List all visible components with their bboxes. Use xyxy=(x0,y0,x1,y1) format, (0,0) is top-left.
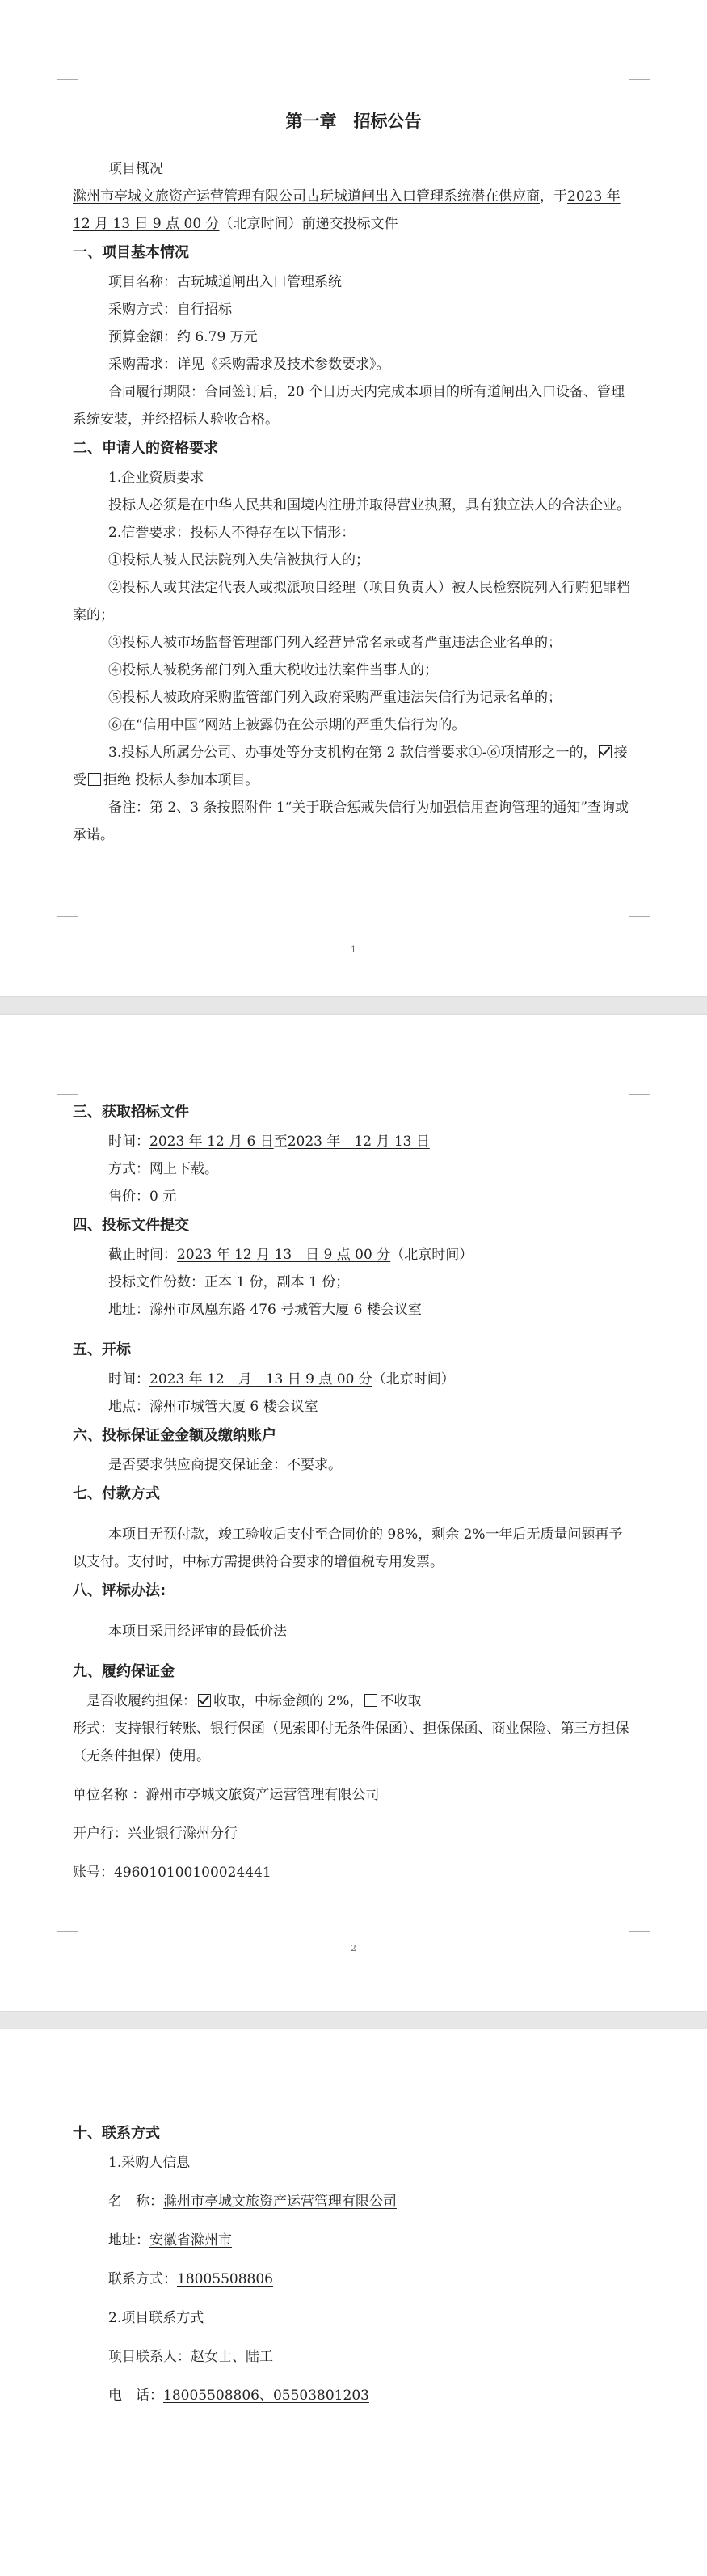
project-contact-person: 项目联系人：赵女士、陆工 xyxy=(108,2349,273,2365)
document-page-2 xyxy=(0,1015,707,2011)
account-bank: 开户行：兴业银行滁州分行 xyxy=(73,1826,238,1842)
account-unit: 单位名称 ：滁州市亭城文旅资产运营管理有限公司 xyxy=(73,1787,380,1803)
collect-checkbox[interactable] xyxy=(198,1694,211,1707)
credit-item-6: ⑥在“信用中国”网站上被露仍在公示期的严重失信行为的。 xyxy=(108,717,466,733)
project-contact-phone: 电 话：18005508806、05503801203 xyxy=(108,2388,369,2404)
purchaser-phone: 联系方式：18005508806 xyxy=(108,2271,273,2287)
credit-heading: 2.信誉要求：投标人不得存在以下情形： xyxy=(108,525,356,541)
purchaser-address: 地址：安徽省滁州市 xyxy=(108,2232,232,2249)
qualification-heading: 1.企业资质要求 xyxy=(108,470,204,486)
credit-item-4: ④投标人被税务部门列入重大税收违法案件当事人的； xyxy=(108,662,438,678)
payment-terms: 本项目无预付款，竣工验收后支付至合同价的 98%，剩余 2%一年后无质量问题再予以支付。支付时，中标方需提供符合要求的增值税专用发票。 xyxy=(73,1527,623,1570)
obtain-way: 方式：网上下载。 xyxy=(108,1161,218,1177)
page-1-content xyxy=(73,102,634,849)
document-page-1 xyxy=(0,0,707,996)
branch-clause: 3.投标人所属分公司、办事处等分支机构在第 2 款信誉要求①-⑥项情形之一的， 接受 拒绝 投标人参加本项目。 xyxy=(73,745,628,788)
document-page-3 xyxy=(0,2029,707,2576)
guarantee-collection: 是否收履约担保： 收取，中标金额的 2%， 不收取 xyxy=(86,1693,422,1709)
overview-paragraph: 滁州市亭城文旅资产运营管理有限公司古玩城道闸出入口管理系统潜在供应商，于2023 年 12 月 13 日 9 点 00 分（北京时间）前递交投标文件 xyxy=(73,188,621,232)
opening-time: 时间：2023 年 12 月 13 日 9 点 00 分（北京时间） xyxy=(108,1371,455,1387)
obtain-time: 时间：2023 年 12 月 6 日至2023 年 12 月 13 日 xyxy=(108,1134,430,1150)
project-contact-heading: 2.项目联系方式 xyxy=(108,2310,204,2326)
procurement-needs: 采购需求：详见《采购需求及技术参数要求》。 xyxy=(108,357,390,373)
obtain-price: 售价：0 元 xyxy=(108,1189,177,1205)
overview-deadline: 2023 年 12 月 13 日 9 点 00 分 xyxy=(73,188,621,232)
section-2-note: 备注：第 2、3 条按照附件 1“关于联合惩戒失信行为加强信用查询管理的通知”查询或承诺。 xyxy=(73,800,629,843)
deposit-requirement: 是否要求供应商提交保证金：不要求。 xyxy=(108,1457,342,1473)
page-2-content xyxy=(73,1097,634,1886)
page-number: 1 xyxy=(351,944,356,955)
account-number: 账号：496010100100024441 xyxy=(73,1864,271,1881)
credit-item-2: ②投标人或其法定代表人或拟派项目经理（项目负责人）被人民检察院列入行贿犯罪档案的； xyxy=(73,580,630,623)
section-8-title: 八、评标办法: xyxy=(73,1582,166,1599)
margin-mark-top-right xyxy=(629,1073,650,1095)
submit-copies: 投标文件份数：正本 1 份，副本 1 份； xyxy=(108,1274,350,1290)
purchaser-name: 名 称：滁州市亭城文旅资产运营管理有限公司 xyxy=(108,2194,397,2210)
credit-item-3: ③投标人被市场监督管理部门列入经营异常名录或者严重违法企业名单的； xyxy=(108,635,562,651)
submit-deadline: 截止时间：2023 年 12 月 13 日 9 点 00 分（北京时间） xyxy=(108,1247,473,1263)
project-name: 项目名称：古玩城道闸出入口管理系统 xyxy=(108,274,342,290)
section-10-title: 十、联系方式 xyxy=(73,2125,160,2142)
section-5-title: 五、开标 xyxy=(73,1341,131,1358)
section-2-title: 二、申请人的资格要求 xyxy=(73,440,218,457)
margin-mark-top-left xyxy=(57,2088,78,2109)
margin-mark-top-right xyxy=(629,2088,650,2109)
guarantee-forms: 形式：支持银行转账、银行保函（见索即付无条件保函）、担保保函、商业保险、第三方担保（无条件担保）使用。 xyxy=(73,1721,629,1764)
accept-checkbox[interactable] xyxy=(599,745,612,758)
procurement-method: 采购方式：自行招标 xyxy=(108,302,232,318)
section-6-title: 六、投标保证金金额及缴纳账户 xyxy=(73,1427,276,1444)
section-1-title: 一、项目基本情况 xyxy=(73,244,189,261)
qualification-text: 投标人必须是在中华人民共和国境内注册并取得营业执照，具有独立法人的合法企业。 xyxy=(108,497,630,513)
margin-mark-bottom-left xyxy=(57,916,78,938)
purchaser-info-heading: 1.采购人信息 xyxy=(108,2155,191,2171)
opening-place: 地点：滁州市城管大厦 6 楼会议室 xyxy=(108,1399,318,1415)
budget: 预算金额：约 6.79 万元 xyxy=(108,329,258,345)
contract-period: 合同履行期限：合同签订后，20 个日历天内完成本项目的所有道闸出入口设备、管理系统安装，并经招标人验收合格。 xyxy=(73,384,625,428)
margin-mark-top-right xyxy=(629,58,650,80)
page-number: 2 xyxy=(351,1943,356,1953)
submit-address: 地址：滁州市凤凰东路 476 号城管大厦 6 楼会议室 xyxy=(108,1302,422,1318)
page-3-content xyxy=(73,2118,634,2409)
section-7-title: 七、付款方式 xyxy=(73,1485,160,1502)
section-4-title: 四、投标文件提交 xyxy=(73,1217,189,1234)
evaluation-method: 本项目采用经评审的最低价法 xyxy=(108,1624,287,1640)
margin-mark-top-left xyxy=(57,1073,78,1095)
section-9-title: 九、履约保证金 xyxy=(73,1663,175,1680)
margin-mark-bottom-right xyxy=(629,916,650,938)
overview-label: 项目概况 xyxy=(108,161,163,177)
not-collect-checkbox[interactable] xyxy=(364,1694,377,1707)
credit-item-5: ⑤投标人被政府采购监管部门列入政府采购严重违法失信行为记录名单的； xyxy=(108,690,562,706)
overview-project-name: 滁州市亭城文旅资产运营管理有限公司古玩城道闸出入口管理系统潜在供应商 xyxy=(73,188,540,205)
reject-checkbox[interactable] xyxy=(88,773,101,786)
chapter-title: 第一章 招标公告 xyxy=(285,111,422,131)
margin-mark-top-left xyxy=(57,58,78,80)
credit-item-1: ①投标人被人民法院列入失信被执行人的； xyxy=(108,552,369,568)
section-3-title: 三、获取招标文件 xyxy=(73,1104,189,1121)
